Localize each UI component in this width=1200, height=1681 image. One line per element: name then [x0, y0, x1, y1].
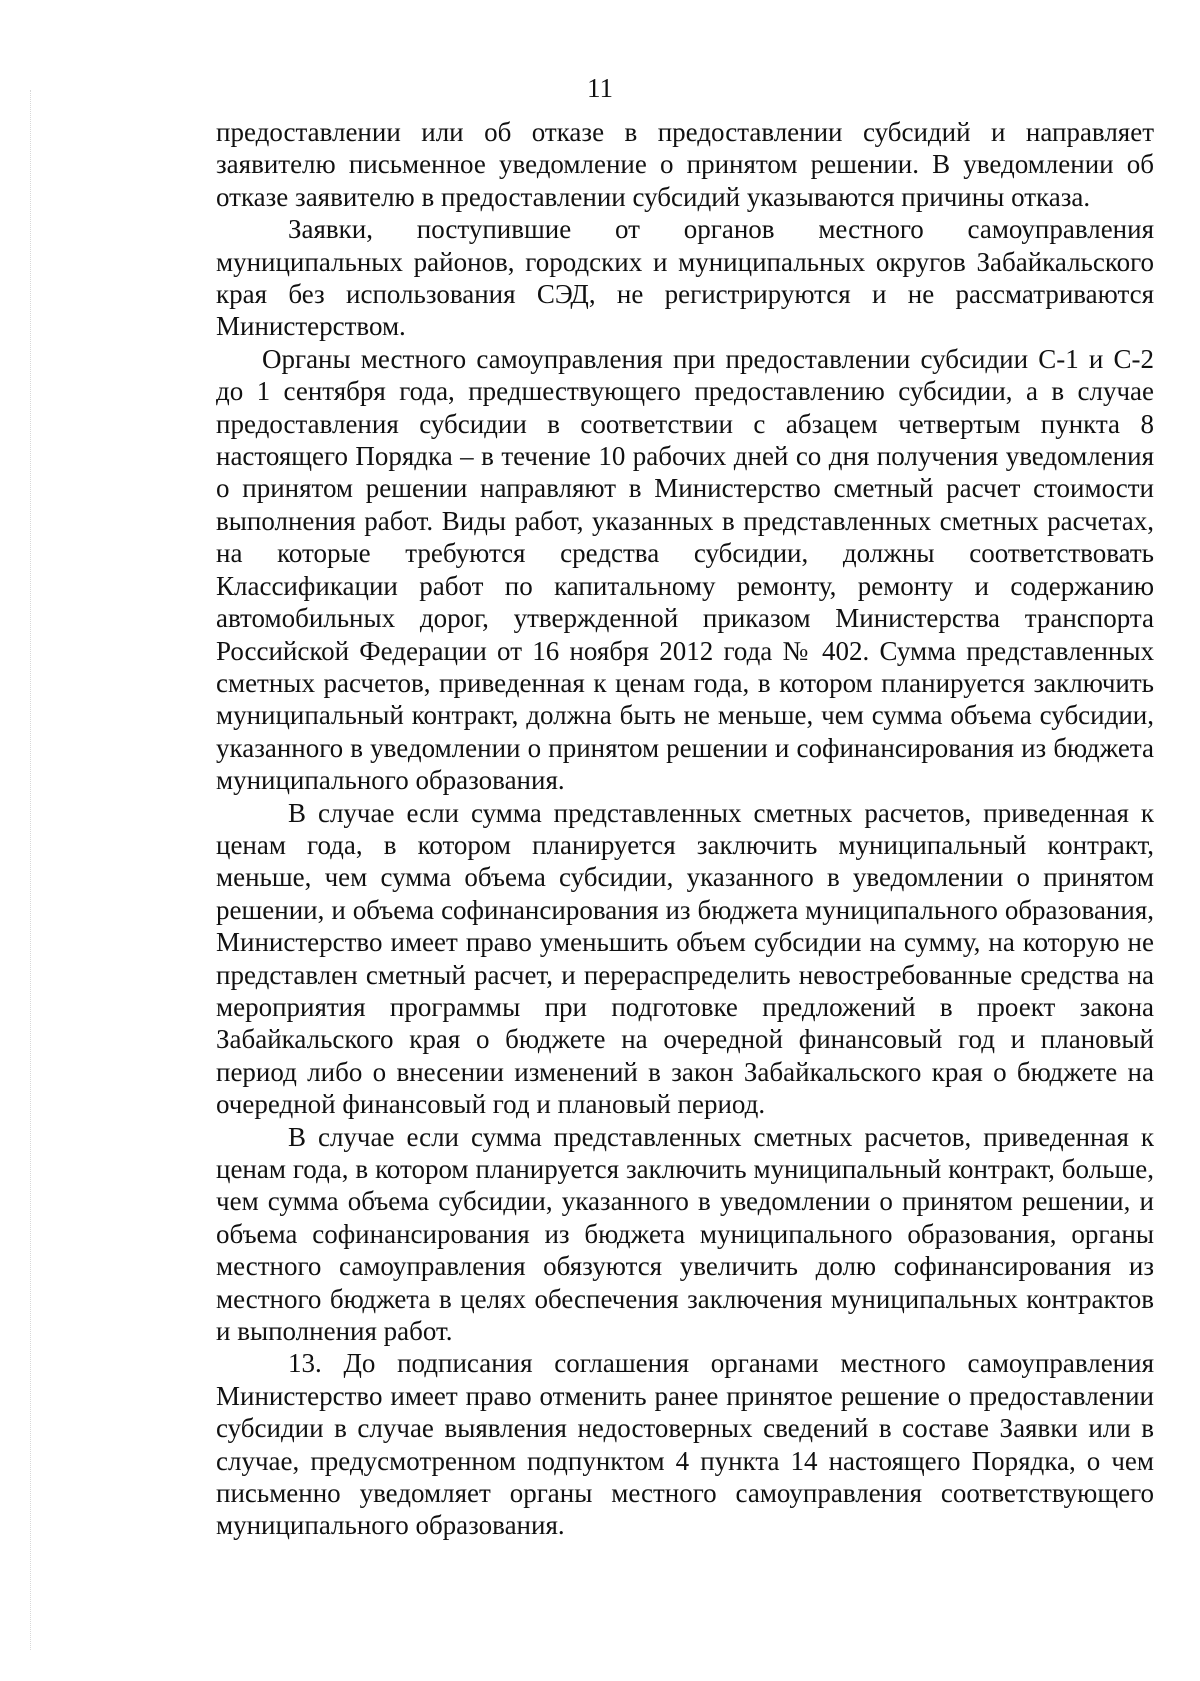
scan-edge-artifact	[30, 90, 33, 1650]
paragraph-item-13: 13. До подписания соглашения органами местного самоуправления Министерство имеет право отменить ранее принятое решение о предоставлении субсидии в случае выявления недостоверных сведений в составе Заявки или в случае, предусмотренном подпунктом 4 пункта 14 настоящего Порядка, о чем письменно уведомляет органы местного самоуправления соответствующего муниципального образования.	[216, 1348, 1154, 1541]
paragraph-estimate-submission: Органы местного самоуправления при предоставлении субсидии С-1 и С-2 до 1 сентября года, предшествующего предоставлению субсидии, а в случае предоставления субсидии в соответствии с абзацем четвертым пункта 8 настоящего Порядка – в течение 10 рабочих дней со дня получения уведомления о принятом решении направляют в Министерство сметный расчет стоимости выполнения работ. Виды работ, указанных в представленных сметных расчетах, на которые требуются средства субсидии, должны соответствовать Классификации работ по капитальному ремонту, ремонту и содержанию автомобильных дорог, утвержденной приказом Министерства транспорта Российской Федерации от 16 ноября 2012 года № 402. Сумма представленных сметных расчетов, приведенная к ценам года, в котором планируется заключить муниципальный контракт, должна быть не меньше, чем сумма объема субсидии, указанного в уведомлении о принятом решении и софинансирования из бюджета муниципального образования.	[216, 343, 1154, 796]
paragraph-continuation: предоставлении или об отказе в предоставлении субсидий и направляет заявителю письменное уведомление о принятом решении. В уведомлении об отказе заявителю в предоставлении субсидий указываются причины отказа.	[216, 117, 1154, 212]
document-body	[216, 116, 1154, 1542]
paragraph-applications-without-sed: Заявки, поступившие от органов местного самоуправления муниципальных районов, городских и муниципальных округов Забайкальского края без использования СЭД, не регистрируются и не рассматриваются Министерством.	[216, 214, 1154, 342]
paragraph-estimate-less: В случае если сумма представленных сметных расчетов, приведенная к ценам года, в котором планируется заключить муниципальный контракт, меньше, чем сумма объема субсидии, указанного в уведомлении о принятом решении, и объема софинансирования из бюджета муниципального образования, Министерство имеет право уменьшить объем субсидии на сумму, на которую не представлен сметный расчет, и перераспределить невостребованные средства на мероприятия программы при подготовке предложений в проект закона Забайкальского края о бюджете на очередной финансовый год и плановый период либо о внесении изменений в закон Забайкальского края о бюджете на очередной финансовый год и плановый период.	[216, 797, 1154, 1120]
paragraph-estimate-more: В случае если сумма представленных сметных расчетов, приведенная к ценам года, в котором планируется заключить муниципальный контракт, больше, чем сумма объема субсидии, указанного в уведомлении о принятом решении, и объема софинансирования из бюджета муниципального образования, органы местного самоуправления обязуются увеличить долю софинансирования из местного бюджета в целях обеспечения заключения муниципальных контрактов и выполнения работ.	[216, 1121, 1154, 1347]
page-number: 11	[587, 73, 613, 103]
